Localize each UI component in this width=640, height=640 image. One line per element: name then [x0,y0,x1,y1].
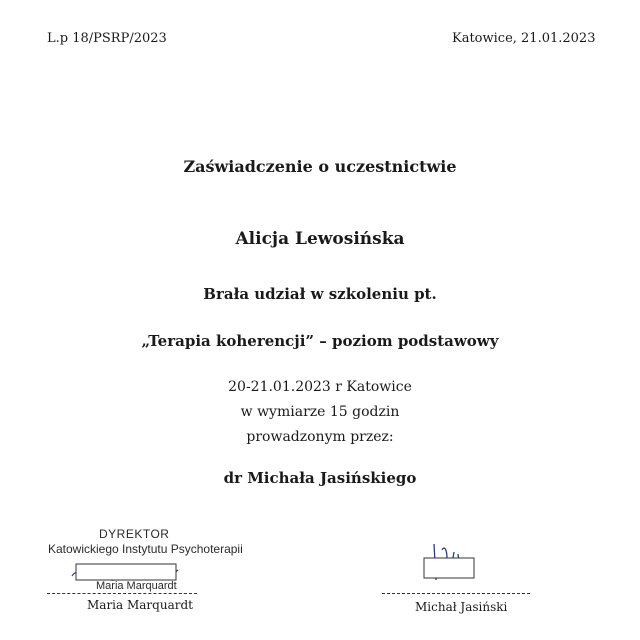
lecturer-name: dr Michała Jasińskiego [223,469,417,487]
stamp-role: DYREKTOR [99,527,170,541]
course-duration: w wymiarze 15 godzin [240,404,400,420]
course-title: „Terapia koherencji” – poziom podstawowy [141,332,499,350]
place-and-date: Katowice, 21.01.2023 [452,31,596,46]
stamp-institution: Katowickiego Instytutu Psychoterapii [48,542,243,556]
signature-line-right [382,593,530,594]
participant-name: Alicja Lewosińska [235,229,405,249]
signatory-right-name: Michał Jasiński [415,600,508,614]
signature-right-image [420,540,480,592]
signatory-left-name: Maria Marquardt [87,598,193,612]
led-by-label: prowadzonym przez: [246,429,394,445]
redaction-box-right [424,558,474,578]
redaction-box-left [76,564,176,580]
signature-line-left [47,593,197,594]
document-reference: L.p 18/PSRP/2023 [47,31,167,46]
stamp-name: Maria Marquardt [96,580,177,592]
participation-statement: Brała udział w szkoleniu pt. [203,285,437,303]
certificate-title: Zaświadczenie o uczestnictwie [183,157,457,176]
course-dates-place: 20-21.01.2023 r Katowice [228,379,412,395]
